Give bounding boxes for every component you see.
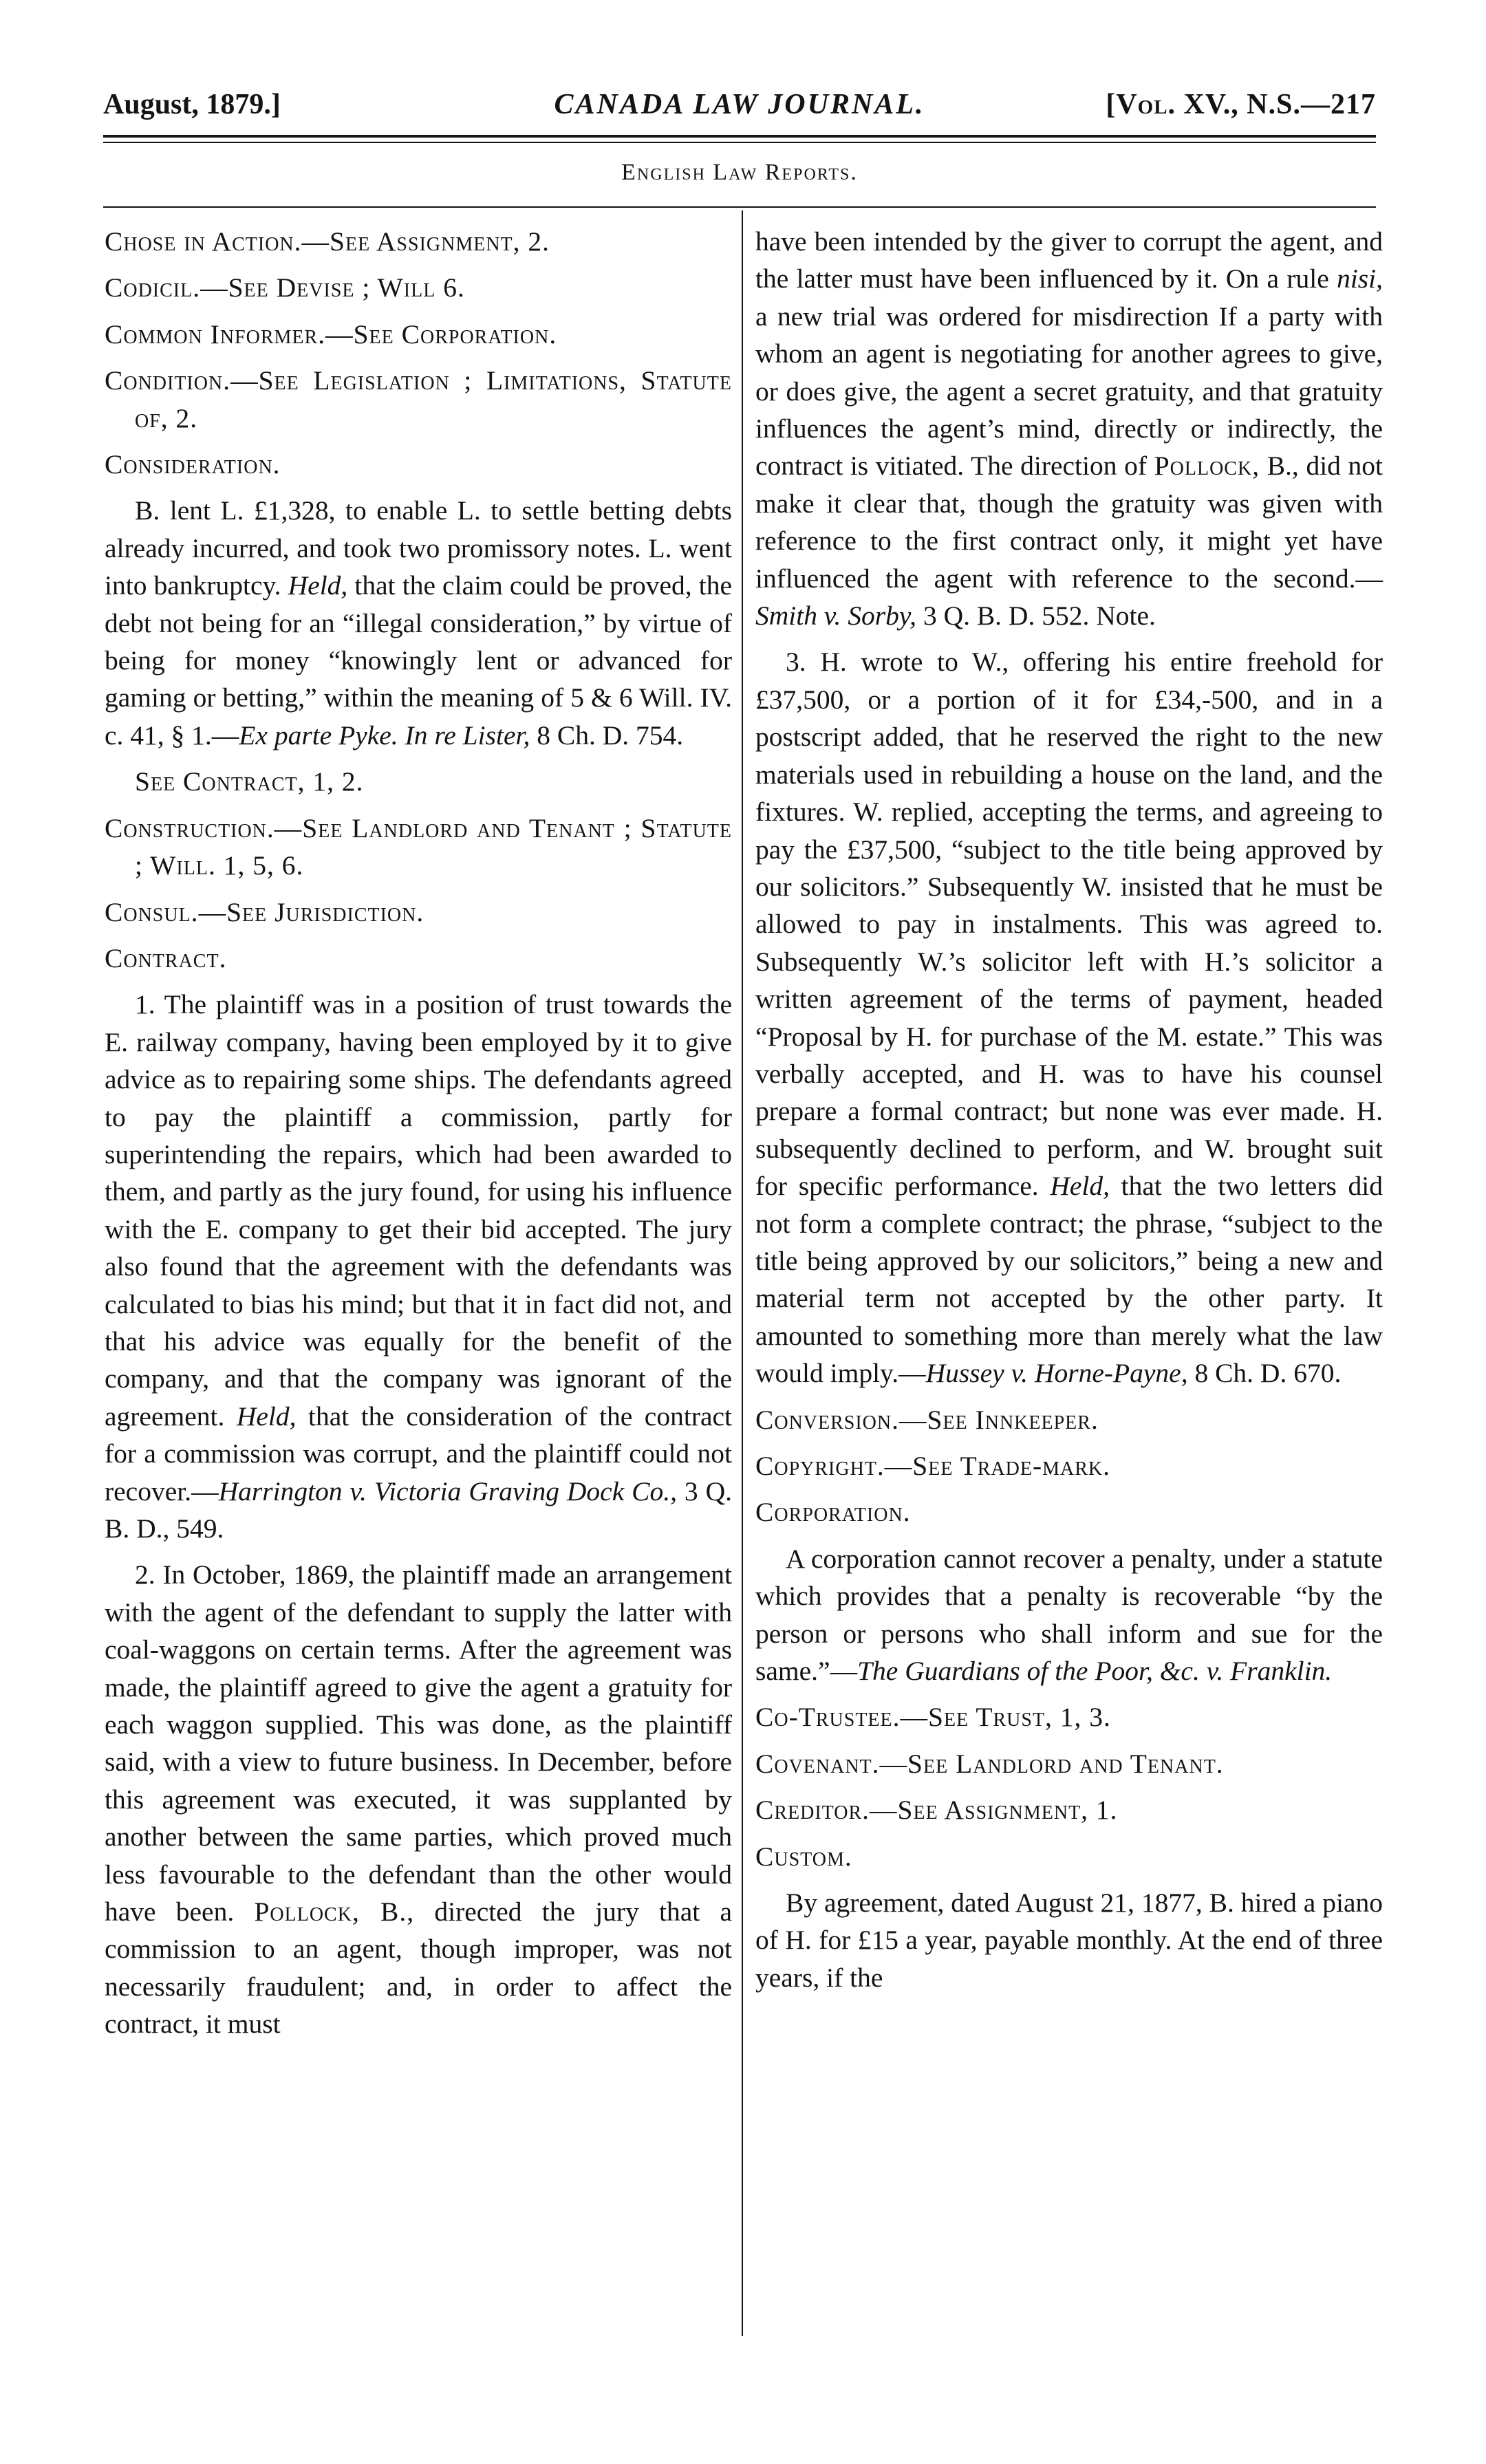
left-column [105, 223, 732, 2043]
right-column [755, 223, 1383, 1996]
journal-title: CANADA LAW JOURNAL. [554, 89, 925, 120]
paragraph-contract-3: 3. H. wrote to W., offering his entire freehold for £37,500, or a portion of it for £34,-500, and in a postscript added, that he reserved the right to the new materials used in rebuilding a house on the land, and the fixtures. W. replied, accepting the terms, and agreeing to pay the £37,500, “subject to the title being approved by our solicitors.” Subsequently W. insisted that he must be allowed to pay in instalments. This was agreed to. Subsequently W.’s solicitor left with H.’s solicitor a written agreement of the terms of payment, headed “Proposal by H. for purchase of the M. estate.” This was verbally accepted, and H. was to have his counsel prepare a formal contract; but none was ever made. H. subsequently declined to perform, and W. brought suit for specific performance. Held, that the two letters did not form a complete contract; the phrase, “subject to the title being approved by our solicitors,” being a new and material term not accepted by the other party. It amounted to something more than merely what the law would imply.—Hussey v. Horne-Payne, 8 Ch. D. 670. [755, 647, 1383, 1389]
section-title: English Law Reports. [621, 160, 858, 185]
heading-corporation: Corporation. [755, 1497, 911, 1528]
paragraph-consideration: B. lent L. £1,328, to enable L. to settle betting debts already incurred, and took two promissory notes. L. went into bankruptcy. Held, that the claim could be proved, the debt not being for an “illegal consideration,” by virtue of being for money “knowingly lent or advanced for gaming or betting,” within the meaning of 5 & 6 Will. IV. c. 41, § 1.—Ex parte Pyke. In re Lister, 8 Ch. D. 754. [105, 495, 732, 750]
heading-contract: Contract. [105, 942, 227, 973]
running-header [103, 88, 1376, 129]
entry-condition: Condition.—See Legislation ; Limitations, Statute of, 2. [105, 365, 732, 433]
paragraph-contract-2-continued: have been intended by the giver to corrupt the agent, and the latter must have been influenced by it. On a rule nisi, a new trial was ordered for misdirection If a party with whom an agent is negotiating for another agrees to give, or does give, the agent a secret gratuity, and that gratuity influences the agent’s mind, directly or indirectly, the contract is vitiated. The direction of Pollock, B., did not make it clear that, though the gratuity was given with reference to the first contract only, it might yet have influenced the agent with reference to the second.—Smith v. Sorby, 3 Q. B. D. 552. Note. [755, 226, 1383, 631]
entry-conversion: Conversion.—See Innkeeper. [755, 1404, 1099, 1435]
entry-consul: Consul.—See Jurisdiction. [105, 896, 424, 927]
section-rule [103, 206, 1376, 208]
paragraph-corporation: A corporation cannot recover a penalty, under a statute which provides that a penalty is recoverable “by the person or persons who shall inform and sue for the same.”—The Guardians of the Poor, &c. v. Franklin. [755, 1543, 1383, 1687]
header-rule-thick [103, 135, 1376, 138]
volume-page: [Vol. XV., N.S.—217 [1106, 89, 1376, 120]
paragraph-contract-1: 1. The plaintiff was in a position of trust towards the E. railway company, having been employed by it to give advice as to repairing some ships. The defendants agreed to pay the plaintiff a commission, partly for superintending the repairs, which had been awarded to them, and partly as the jury found, for using his influence with the E. company to get their bid accepted. The jury also found that the agreement with the defendants was calculated to bias his mind; but that it in fact did not, and that his advice was equally for the benefit of the company, and that the company was ignorant of the agreement. Held, that the consideration of the contract for a commission was corrupt, and the plaintiff could not recover.—Harrington v. Victoria Graving Dock Co., 3 Q. B. D., 549. [105, 989, 733, 1544]
entry-covenant: Covenant.—See Landlord and Tenant. [755, 1748, 1224, 1779]
entry-copyright: Copyright.—See Trade-mark. [755, 1451, 1111, 1481]
entry-construction: Construction.—See Landlord and Tenant ; Statute ; Will. 1, 5, 6. [105, 812, 732, 881]
entry-common-informer: Common Informer.—See Corporation. [105, 318, 557, 349]
paragraph-contract-2: 2. In October, 1869, the plaintiff made an arrangement with the agent of the defendant to supply the latter with coal-waggons on certain terms. After the agreement was made, the plaintiff agreed to give the agent a gratuity for each waggon supplied. This was done, as the plaintiff said, with a view to future business. In December, before this agreement was executed, it was supplanted by another between the same parties, which proved much less favourable to the defendant than the other would have been. Pollock, B., directed the jury that a commission to an agent, though improper, was not necessarily fraudulent; and, in order to affect the contract, it must [105, 1559, 733, 2040]
heading-custom: Custom. [755, 1841, 852, 1872]
entry-codicil: Codicil.—See Devise ; Will 6. [105, 272, 465, 303]
header-date: August, 1879.] [103, 89, 281, 120]
see-contract: See Contract, 1, 2. [135, 766, 364, 797]
header-rule-thin [103, 142, 1376, 143]
entry-chose-in-action: Chose in Action.—See Assignment, 2. [105, 226, 550, 257]
entry-co-trustee: Co-Trustee.—See Trust, 1, 3. [755, 1702, 1111, 1733]
paragraph-custom: By agreement, dated August 21, 1877, B. hired a piano of H. for £15 a year, payable monthly. At the end of three years, if the [755, 1888, 1383, 1993]
entry-creditor: Creditor.—See Assignment, 1. [755, 1795, 1118, 1826]
column-divider [742, 210, 743, 2336]
heading-consideration: Consideration. [105, 449, 281, 480]
